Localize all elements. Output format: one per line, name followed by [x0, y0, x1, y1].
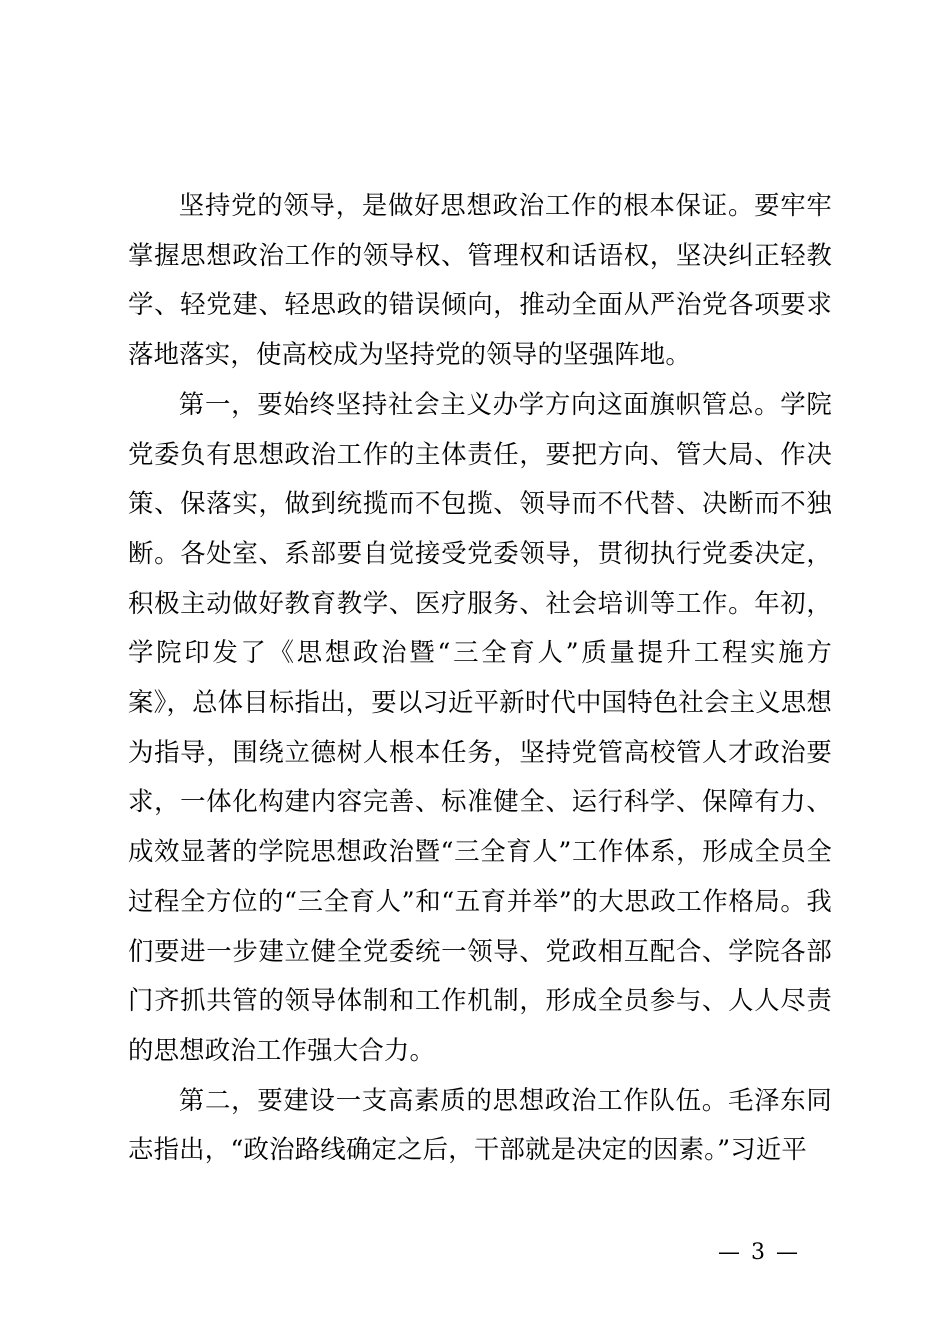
paragraph-party-leadership: 坚持党的领导，是做好思想政治工作的根本保证。要牢牢掌握思想政治工作的领导权、管理权和话语权，坚决纠正轻教学、轻党建、轻思政的错误倾向，推动全面从严治党各项要求落地落实，使高校成为坚持党的领导的坚强阵地。	[128, 190, 832, 370]
page-number: — 3 —	[718, 1240, 800, 1265]
body-text	[128, 181, 832, 1175]
paragraph-second-point: 第二，要建设一支高素质的思想政治工作队伍。毛泽东同志指出，“政治路线确定之后，干部就是决定的因素。”习近平	[128, 1084, 832, 1165]
paragraph-first-point: 第一，要始终坚持社会主义办学方向这面旗帜管总。学院党委负有思想政治工作的主体责任，要把方向、管大局、作决策、保落实，做到统揽而不包揽、领导而不代替、决断而不独断。各处室、系部要自觉接受党委领导，贯彻执行党委决定，积极主动做好教育教学、医疗服务、社会培训等工作。年初，学院印发了《思想政治暨“三全育人”质量提升工程实施方案》，总体目标指出，要以习近平新时代中国特色社会主义思想为指导，围绕立德树人根本任务，坚持党管高校管人才政治要求，一体化构建内容完善、标准健全、运行科学、保障有力、成效显著的学院思想政治暨“三全育人”工作体系，形成全员全过程全方位的“三全育人”和“五育并举”的大思政工作格局。我们要进一步建立健全党委统一领导、党政相互配合、学院各部门齐抓共管的领导体制和工作机制，形成全员参与、人人尽责的思想政治工作强大合力。	[128, 388, 832, 1065]
